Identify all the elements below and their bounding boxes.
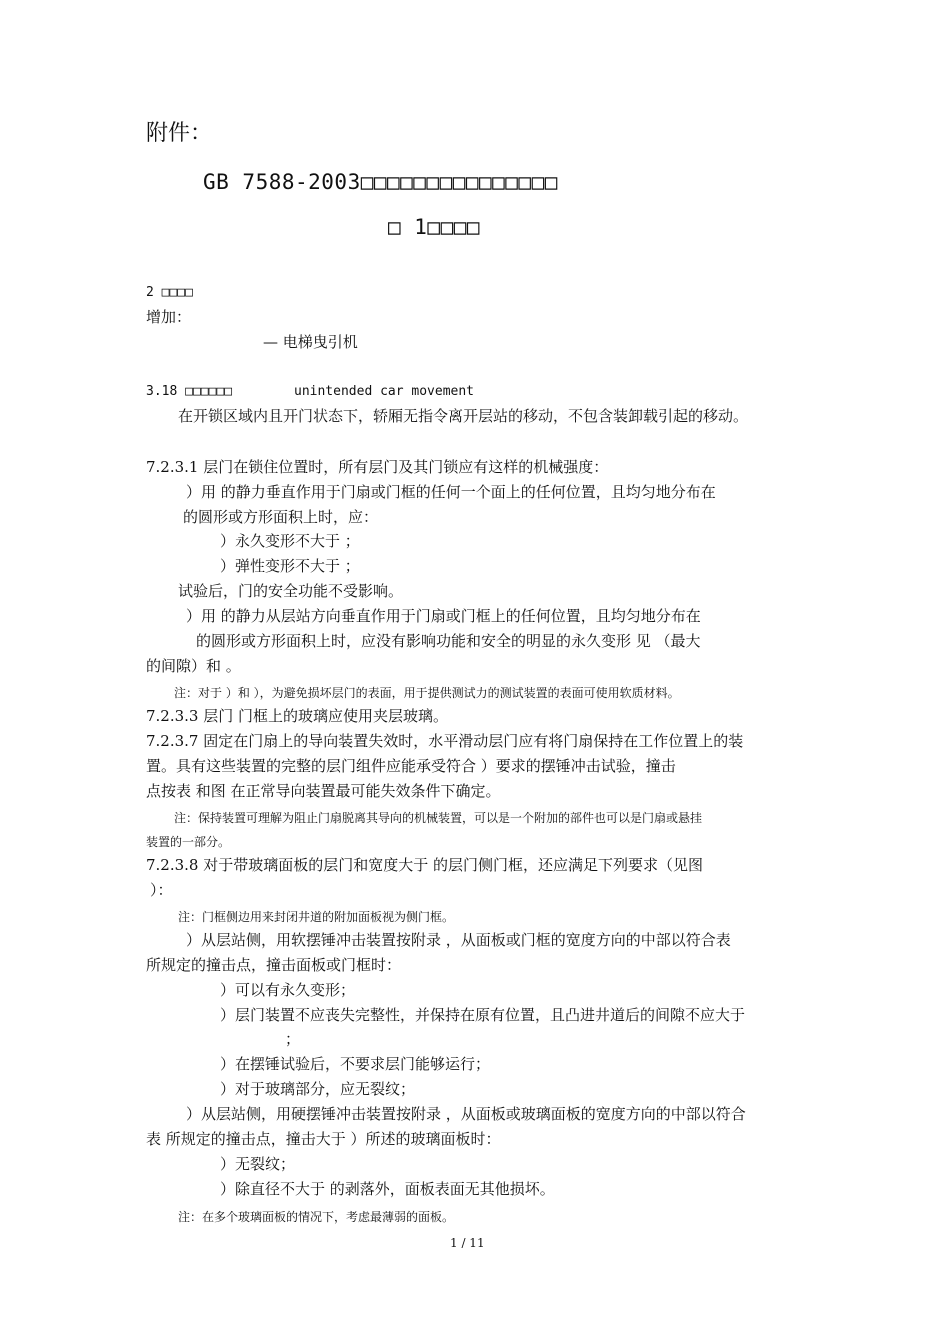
document-subtitle: □ 1□□□□ (388, 215, 481, 239)
add-label: 增加： (146, 308, 192, 326)
clause-7-2-3-1-a-i: ）永久变形不大于 ； (220, 532, 360, 550)
clause-7-2-3-7-line2: 置。具有这些装置的完整的层门组件应能承受符合 ）要求的摆锤冲击试验，撞击 (146, 757, 676, 775)
add-item: — 电梯曳引机 (263, 333, 358, 351)
section-3-18-english: unintended car movement (294, 384, 475, 399)
attachment-label: 附件： (146, 121, 213, 146)
clause-7-2-3-8-a-line1: ）从层站侧，用软摆锤冲击装置按附录 ，从面板或门框的宽度方向的中部以符合表 (186, 931, 731, 949)
section-3-18-number: 3.18 □□□□□□ (146, 384, 233, 399)
clause-7-2-3-8-a-i: ）可以有永久变形； (220, 981, 356, 999)
clause-7-2-3-8-a-line2: 所规定的撞击点，撞击面板或门框时： (146, 956, 402, 974)
section-2-heading: 2 □□□□ (146, 285, 193, 300)
clause-7-2-3-8-b-line1: ）从层站侧，用硬摆锤冲击装置按附录 ，从面板或玻璃面板的宽度方向的中部以符合 (186, 1105, 746, 1123)
clause-7-2-3-8-a-ii-cont: ； (285, 1030, 301, 1048)
clause-7-2-3-7-note-line1: 注：保持装置可理解为阻止门扇脱离其导向的机械装置，可以是一个附加的部件也可以是门扇或悬挂 (174, 811, 703, 825)
clause-7-2-3-1-b-line2: 的圆形或方形面积上时，应没有影响功能和安全的明显的永久变形 见 （最大 (196, 632, 701, 650)
clause-7-2-3-1-note: 注：对于 ）和 ），为避免损坏层门的表面，用于提供测试力的测试装置的表面可使用软质材料。 (174, 686, 680, 700)
clause-7-2-3-1-b-line3: 的间隙）和 。 (146, 657, 241, 675)
clause-7-2-3-7-note-line2: 装置的一部分。 (146, 835, 231, 849)
clause-7-2-3-1-a-line1: ）用 的静力垂直作用于门扇或门框的任何一个面上的任何位置，且均匀地分布在 (186, 483, 716, 501)
clause-7-2-3-1-b-line1: ）用 的静力从层站方向垂直作用于门扇或门框上的任何位置，且均匀地分布在 (186, 607, 701, 625)
clause-7-2-3-8-b-ii: ）除直径不大于 的剥落外，面板表面无其他损坏。 (220, 1180, 555, 1198)
clause-7-2-3-8-a-ii: ）层门装置不应丧失完整性，并保持在原有位置，且凸进井道后的间隙不应大于 (220, 1006, 746, 1024)
clause-7-2-3-1-a-line2: 的圆形或方形面积上时，应： (183, 508, 379, 526)
clause-7-2-3-8-line1: 7.2.3.8 对于带玻璃面板的层门和宽度大于 的层门侧门框，还应满足下列要求（见图 (146, 856, 704, 874)
clause-7-2-3-1-a-after: 试验后，门的安全功能不受影响。 (178, 582, 404, 600)
clause-7-2-3-3: 7.2.3.3 层门 门框上的玻璃应使用夹层玻璃。 (146, 707, 449, 725)
clause-7-2-3-7-line3: 点按表 和图 在正常导向装置最可能失效条件下确定。 (146, 782, 501, 800)
clause-7-2-3-8-b-note: 注：在多个玻璃面板的情况下，考虑最薄弱的面板。 (178, 1210, 455, 1224)
document-title: GB 7588-2003□□□□□□□□□□□□□□□ (203, 170, 558, 194)
clause-7-2-3-8-a-iii: ）在摆锤试验后，不要求层门能够运行； (220, 1055, 491, 1073)
clause-7-2-3-8-b-i: ）无裂纹； (220, 1155, 296, 1173)
page-number: 1 / 11 (450, 1236, 485, 1250)
section-3-18-definition: 在开锁区域内且开门状态下，轿厢无指令离开层站的移动，不包含装卸载引起的移动。 (178, 407, 749, 425)
clause-7-2-3-8-a-iv: ）对于玻璃部分，应无裂纹； (220, 1080, 416, 1098)
clause-7-2-3-8-b-line2: 表 所规定的撞击点，撞击大于 ）所述的玻璃面板时： (146, 1130, 501, 1148)
clause-7-2-3-7-line1: 7.2.3.7 固定在门扇上的导向装置失效时，水平滑动层门应有将门扇保持在工作位置上的装 (146, 732, 744, 750)
clause-7-2-3-1: 7.2.3.1 层门在锁住位置时，所有层门及其门锁应有这样的机械强度： (146, 458, 609, 476)
clause-7-2-3-1-a-ii: ）弹性变形不大于 ； (220, 557, 360, 575)
clause-7-2-3-8-note: 注：门框侧边用来封闭井道的附加面板视为侧门框。 (178, 910, 455, 924)
clause-7-2-3-8-line2: ）： (150, 881, 173, 899)
